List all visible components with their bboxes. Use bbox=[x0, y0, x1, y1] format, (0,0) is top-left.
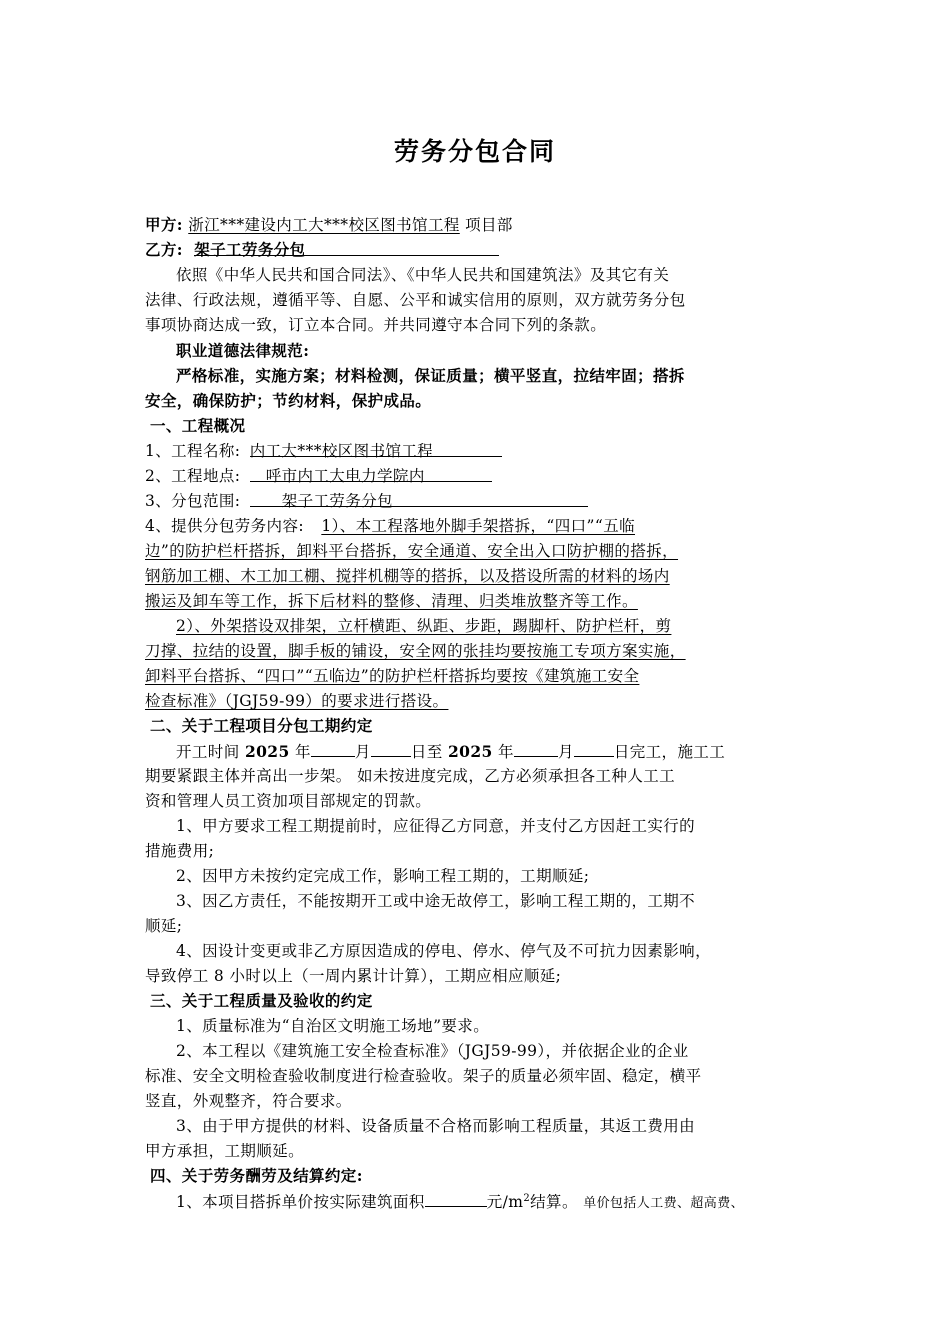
party-b-value: 架子工劳务分包 bbox=[194, 240, 306, 259]
schedule-item-1a: 1、甲方要求工程工期提前时，应征得乙方同意，并支付乙方因赶工实行的 bbox=[176, 817, 696, 835]
quality-item-2a: 2、本工程以《建筑施工安全检查标准》（JGJ59-99），并依据企业的企业 bbox=[176, 1042, 689, 1060]
project-name-value: 内工大***校区图书馆工程 bbox=[249, 442, 434, 460]
intro-line-3: 事项协商达成一致，订立本合同。并共同遵守本合同下列的条款。 bbox=[145, 316, 607, 334]
month-char-2: 月 bbox=[557, 743, 574, 761]
year-char: 年 bbox=[295, 743, 311, 761]
schedule-item-1b: 措施费用; bbox=[145, 842, 215, 860]
quality-item-3a: 3、由于甲方提供的材料、设备质量不合格而影响工程质量，其返工费用由 bbox=[176, 1117, 696, 1135]
quality-item-1: 1、质量标准为“自治区文明施工场地”要求。 bbox=[176, 1017, 490, 1035]
payment-line-1 bbox=[145, 1189, 841, 1213]
schedule-text-2: 资和管理人员工资加项目部规定的罚款。 bbox=[145, 792, 432, 810]
intro-line-1: 依照《中华人民共和国合同法》、《中华人民共和国建筑法》及其它有关 bbox=[176, 266, 670, 284]
project-name-line bbox=[145, 439, 810, 463]
payment-text-b: 结算。 bbox=[530, 1193, 578, 1211]
payment-unit: 元/m bbox=[486, 1193, 524, 1211]
labor-content-label: 4、提供分包劳务内容: bbox=[145, 517, 304, 535]
labor-content-line-4: 搬运及卸车等工作，拆下后材料的整修、清理、归类堆放整齐等工作。 bbox=[145, 592, 638, 610]
month-char: 月 bbox=[354, 743, 371, 761]
labor-content-line-7: 卸料平台搭拆、“四口”“五临边”的防护栏杆搭拆均要按《建筑施工安全 bbox=[145, 667, 640, 685]
start-year: 2025 bbox=[244, 742, 290, 761]
schedule-line bbox=[145, 739, 841, 763]
party-b-line bbox=[145, 238, 810, 262]
schedule-item-3a: 3、因乙方责任，不能按期开工或中途无故停工，影响工程工期的，工期不 bbox=[176, 892, 696, 910]
section-1-heading: 一、工程概况 bbox=[150, 416, 246, 435]
party-b-label: 乙方: bbox=[145, 240, 183, 259]
section-3-heading: 三、关于工程质量及验收的约定 bbox=[150, 991, 373, 1010]
schedule-item-2: 2、因甲方未按约定完成工作，影响工程工期的，工期顺延; bbox=[176, 867, 590, 885]
labor-content-line-5: 2）、外架搭设双排架，立杆横距、纵距、步距，踢脚杆、防护栏杆，剪 bbox=[176, 617, 672, 635]
subcontract-scope-label: 3、分包范围: bbox=[145, 492, 241, 510]
day-end: 日完工，施工工 bbox=[613, 743, 726, 761]
party-a-label: 甲方: bbox=[145, 215, 183, 234]
end-year: 2025 bbox=[447, 742, 493, 761]
quality-item-2b: 标准、安全文明检查验收制度进行检查验收。架子的质量必须牢固、稳定，横平 bbox=[145, 1067, 702, 1085]
ethics-line-1: 严格标准，实施方案；材料检测，保证质量；横平竖直，拉结牢固；搭拆 bbox=[176, 366, 685, 385]
project-location-line bbox=[145, 464, 810, 488]
schedule-item-4a: 4、因设计变更或非乙方原因造成的停电、停水、停气及不可抗力因素影响， bbox=[176, 942, 711, 960]
labor-content-line-8: 检查标准》（JGJ59-99）的要求进行搭设。 bbox=[145, 692, 449, 710]
party-a-suffix: 项目部 bbox=[465, 216, 513, 234]
section-2-heading: 二、关于工程项目分包工期约定 bbox=[150, 716, 373, 735]
intro-line-2: 法律、行政法规，遵循平等、自愿、公平和诚实信用的原则，双方就劳务分包 bbox=[145, 291, 686, 309]
project-name-label: 1、工程名称: bbox=[145, 442, 241, 460]
payment-unit-sup: 2 bbox=[523, 1192, 531, 1204]
schedule-text-1: 期要紧跟主体并高出一步架。 如未按进度完成，乙方必须承担各工种人工工 bbox=[145, 767, 676, 785]
ethics-heading: 职业道德法律规范: bbox=[176, 341, 310, 360]
labor-content-text: 1）、本工程落地外脚手架搭拆，“四口”“五临 bbox=[321, 517, 635, 535]
project-location-value: 呼市内工大电力学院内 bbox=[265, 467, 425, 485]
labor-content-line-3: 钢筋加工棚、木工加工棚、搅拌机棚等的搭拆，以及搭设所需的材料的场内 bbox=[145, 567, 670, 585]
document-title: 劳务分包合同 bbox=[393, 137, 556, 166]
payment-text-small: 单价包括人工费、超高费、 bbox=[583, 1196, 744, 1211]
party-a-value: 浙江***建设内工大***校区图书馆工程 bbox=[188, 216, 460, 234]
schedule-item-4b: 导致停工 8 小时以上（一周内累计计算），工期应相应顺延; bbox=[145, 967, 562, 985]
payment-text-a: 1、本项目搭拆单价按实际建筑面积 bbox=[176, 1193, 425, 1211]
project-location-label: 2、工程地点: bbox=[145, 467, 241, 485]
quality-item-3b: 甲方承担，工期顺延。 bbox=[145, 1142, 305, 1160]
labor-content-line-1 bbox=[145, 514, 810, 538]
section-4-heading: 四、关于劳务酬劳及结算约定: bbox=[150, 1166, 363, 1185]
year-char-2: 年 bbox=[498, 743, 514, 761]
start-label: 开工时间 bbox=[176, 743, 240, 761]
labor-content-line-6: 刀撑、拉结的设置，脚手板的铺设，安全网的张挂均要按施工专项方案实施， bbox=[145, 642, 686, 660]
subcontract-scope-line bbox=[145, 489, 810, 513]
labor-content-line-2: 边”的防护栏杆搭拆，卸料平台搭拆，安全通道、安全出入口防护棚的搭拆， bbox=[145, 542, 679, 560]
day-to: 日至 bbox=[410, 743, 443, 761]
ethics-line-2: 安全，确保防护；节约材料，保护成品。 bbox=[145, 391, 432, 410]
schedule-item-3b: 顺延; bbox=[145, 917, 183, 935]
subcontract-scope-value: 架子工劳务分包 bbox=[281, 492, 394, 510]
quality-item-2c: 竖直，外观整齐，符合要求。 bbox=[145, 1092, 352, 1110]
party-a-line bbox=[145, 213, 810, 237]
